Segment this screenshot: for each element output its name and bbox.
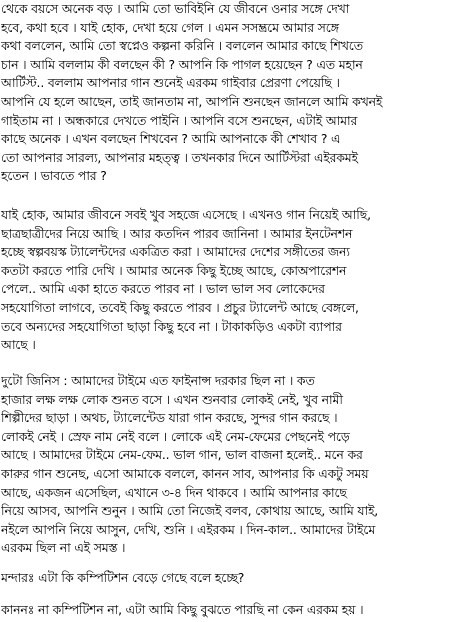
paragraph-1 xyxy=(1,0,453,186)
text-line: আছে । xyxy=(1,337,36,353)
text-line: হবে, কথা হবে । যাই হোক, দেখা হয়ে গেল । এমন সসম্ভ্রমে আমার সঙ্গে xyxy=(1,19,339,35)
text-line: চান । আমি বললাম কী বলছেন কী ? আপনি কি পাগল হয়েছেন ? এত মহান xyxy=(1,56,363,72)
text-line: গাইতাম না । অন্ধকারে দেখতে পাইনি । আপনি বসে শুনছেন, এটাই আমার xyxy=(1,112,358,128)
text-line: হচ্ছে স্বল্পবয়স্ক ট্যালেন্টদের একত্রিত করা । আমাদের দেশের সঙ্গীতের জন্য xyxy=(1,244,350,260)
question-paragraph xyxy=(1,569,453,588)
paragraph-3 xyxy=(1,372,453,558)
text-line: নইলে আপনি নিয়ে আসুন, দেখি, শুনি । এইরকম । দিন-কাল.. আমাদের টাইমে xyxy=(1,521,376,537)
text-line: আপনি যে হলে আছেন, তাই জানতাম না, আপনি শুনছেন জানলে আমি কখনই xyxy=(1,93,383,109)
text-line: কাছে অনেক । এখন বলছেন শিখবেন ? আমি আপনাকে কী শেখাব ? এ xyxy=(1,131,341,147)
text-line: কতটা করতে পারি দেখি । আমার অনেক কিছু ইচ্ছে আছে, কোঅপারেশন xyxy=(1,262,347,278)
text-line: শিল্পীদের ছাড়া । অথচ, ট্যালেন্টেড যারা গান করছে, সুন্দর গান করছে । xyxy=(1,410,338,426)
text-line: আর্টিস্ট.. বললাম আপনার গান শুনেই এরকম গাইবার প্রেরণা পেয়েছি । xyxy=(1,75,340,91)
text-line: মন্দারঃ এটা কি কম্পিটিশন বেড়ে গেছে বলে হচ্ছে? xyxy=(1,570,245,585)
text-line: তবে অন্যদের সহযোগিতা ছাড়া কিছু হবে না । টাকাকড়িও একটা ব্যাপার xyxy=(1,318,342,334)
paragraph-2 xyxy=(1,206,453,355)
text-line: আছে, একজন এসেছিল, এখানে ৩-৪ দিন থাকবে । আমি আপনার কাছে xyxy=(1,484,347,500)
text-line: হাজার লক্ষ লক্ষ লোক শুনত বসে । এখন শুনবার লোকই নেই, খুব নামী xyxy=(1,391,343,407)
text-line: কারুর গান শুনেছ, এসো আমাকে বললে, কানন সাব, আপনার কি একটু সময় xyxy=(1,465,369,481)
text-line: কথা বললেন, আমি তো স্বপ্নেও কল্পনা করিনি । বললেন আমার কাছে শিখতে xyxy=(1,38,363,54)
text-line: আছে । আমাদের টাইমে নেম-ফেম.. ভাল গান, ভাল বাজনা হলেই.. মনে কর xyxy=(1,447,363,463)
text-line: সহযোগিতা লাগবে, তবেই কিছু করতে পারব । প্রচুর ট্যালেন্ট আছে বেঙ্গলে, xyxy=(1,299,359,315)
text-line: নিয়ে আসব, আপনি শুনুন । আমি তো নিজেই বলব, কোথায় আছে, আমি যাই, xyxy=(1,503,379,519)
text-line: হতেন । ভাবতে পার ? xyxy=(1,168,107,184)
text-line: ছাত্রছাত্রীদের নিয়ে আছি । আর কতদিন পারব জানিনা । আমার ইনটেনশন xyxy=(1,225,353,241)
text-line: থেকে বয়সে অনেক বড় । আমি তো ভাবিইনি যে জীবনে ওনার সঙ্গে দেখা xyxy=(1,1,350,16)
text-line: এরকম ছিল না এই সমস্ত । xyxy=(1,540,126,556)
text-line: পেলে.. আমি একা হাতে করতে পারব না । ভাল ভাল সব লোকেদের xyxy=(1,281,325,297)
answer-paragraph xyxy=(1,601,453,620)
text-line: লোকই নেই । স্রেফ নাম নেই বলে । লোকে এই নেম-ফেমের পেছনেই পড়ে xyxy=(1,428,350,444)
text-line: কাননঃ না কম্পিটিশন না, এটা আমি কিছু বুঝতে পারছি না কেন এরকম হয় । xyxy=(1,602,364,617)
text-line: তো আপনার সারল্য, আপনার মহত্ত্ব । তখনকার দিনে আর্টিস্টরা এইরকমই xyxy=(1,149,358,165)
text-line: যাই হোক, আমার জীবনে সবই খুব সহজে এসেছে । এখনও গান নিয়েই আছি, xyxy=(1,207,371,222)
text-line: দুটো জিনিস : আমাদের টাইমে এত ফাইনান্স দরকার ছিল না । কত xyxy=(1,373,315,388)
